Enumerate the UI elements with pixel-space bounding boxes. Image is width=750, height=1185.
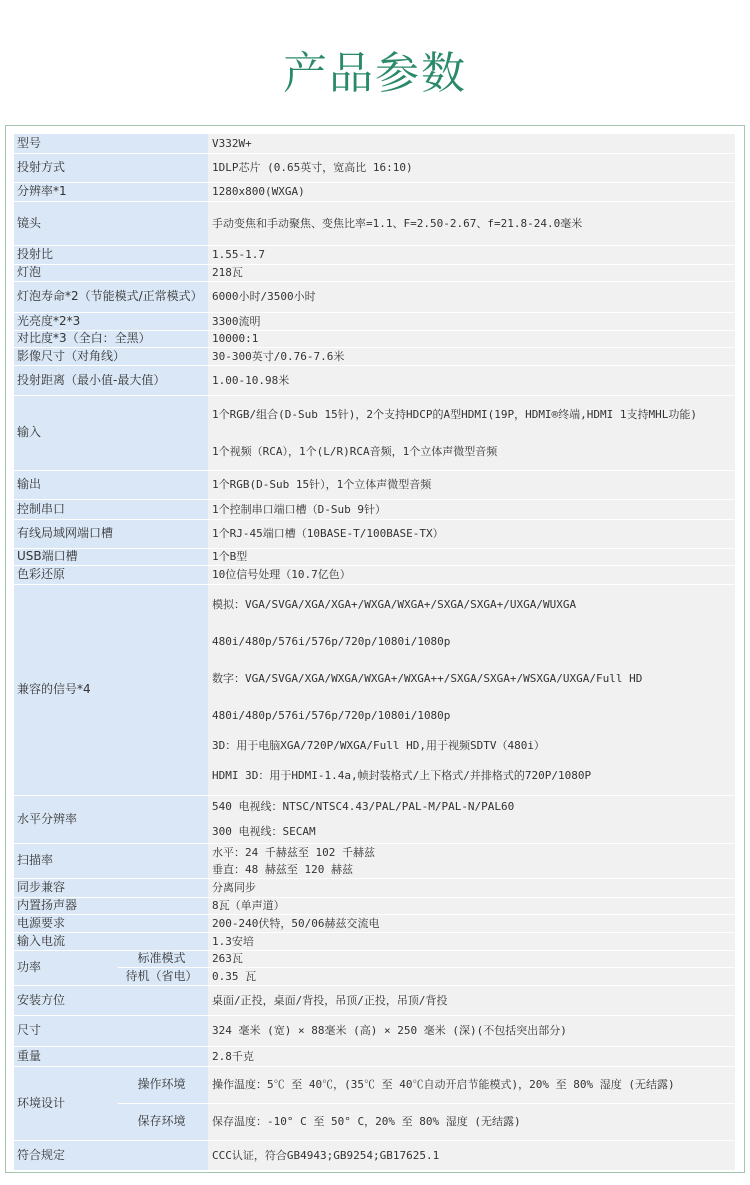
spec-value: 200-240伏特，50/06赫兹交流电 <box>208 914 735 932</box>
spec-value: 10000:1 <box>208 330 735 347</box>
table-row <box>14 795 735 843</box>
spec-sublabel: 标准模式 <box>118 950 208 967</box>
spec-value-line: 1个视频（RCA），1个(L/R)RCA音频，1个立体声微型音频 <box>212 444 498 458</box>
page-title: 产品参数 <box>283 48 467 99</box>
table-row <box>14 499 735 519</box>
spec-value: 1个RGB(D-Sub 15针），1个立体声微型音频 <box>208 470 735 499</box>
spec-label: 灯泡 <box>14 264 208 281</box>
spec-label: 同步兼容 <box>14 878 208 897</box>
table-row <box>14 950 735 967</box>
spec-value <box>208 795 735 843</box>
table-row <box>14 201 735 245</box>
spec-value: 3300流明 <box>208 312 735 330</box>
spec-label: 投射距离（最小值-最大值） <box>14 365 208 395</box>
spec-value: 1.3安培 <box>208 932 735 950</box>
spec-value: 0.35 瓦 <box>208 967 735 985</box>
spec-value <box>208 395 735 470</box>
table-row <box>14 897 735 914</box>
spec-label: 扫描率 <box>14 843 208 878</box>
spec-label: 投射方式 <box>14 153 208 182</box>
spec-label: 型号 <box>14 134 208 153</box>
spec-label: 投射比 <box>14 245 208 264</box>
spec-value: 263瓦 <box>208 950 735 967</box>
spec-value: 30-300英寸/0.76-7.6米 <box>208 347 735 365</box>
spec-value-line: 480i/480p/576i/576p/720p/1080i/1080p <box>212 634 451 648</box>
spec-sublabel: 待机（省电） <box>118 967 208 985</box>
spec-value-line: 3D：用于电脑XGA/720P/WXGA/Full HD,用于视频SDTV（480i） <box>212 738 545 752</box>
table-row <box>14 1066 735 1103</box>
spec-label: 镜头 <box>14 201 208 245</box>
spec-value-line: 540 电视线：NTSC/NTSC4.43/PAL/PAL-M/PAL-N/PAL60 <box>212 800 515 813</box>
spec-label: 输出 <box>14 470 208 499</box>
spec-value: 桌面/正投，桌面/背投，吊顶/正投，吊顶/背投 <box>208 985 735 1015</box>
spec-label: 水平分辨率 <box>14 795 208 843</box>
spec-value: 2.8千克 <box>208 1046 735 1066</box>
table-row <box>14 134 735 153</box>
table-row <box>14 985 735 1015</box>
spec-label: 有线局域网端口槽 <box>14 519 208 548</box>
spec-value: 1个控制串口端口槽（D-Sub 9针） <box>208 499 735 519</box>
spec-value-line: 模拟：VGA/SVGA/XGA/XGA+/WXGA/WXGA+/SXGA/SXGA+/UXGA/WUXGA <box>212 597 577 611</box>
table-row <box>14 365 735 395</box>
spec-label: 输入电流 <box>14 932 208 950</box>
spec-value: 1个RJ-45端口槽（10BASE-T/100BASE-TX） <box>208 519 735 548</box>
table-row <box>14 330 735 347</box>
spec-value: 6000小时/3500小时 <box>208 281 735 312</box>
spec-value: 保存温度：-10° C 至 50° C，20% 至 80% 湿度 (无结露) <box>208 1103 735 1140</box>
table-row <box>14 182 735 201</box>
table-row <box>14 395 735 470</box>
spec-value-line: 垂直：48 赫兹至 120 赫兹 <box>212 862 353 876</box>
spec-label: 输入 <box>14 395 208 470</box>
table-row <box>14 1015 735 1046</box>
spec-value-line: 480i/480p/576i/576p/720p/1080i/1080p <box>212 708 451 722</box>
spec-sublabel: 操作环境 <box>118 1066 208 1103</box>
spec-value-line: 水平：24 千赫兹至 102 千赫兹 <box>212 845 375 859</box>
table-row <box>14 932 735 950</box>
table-row <box>14 565 735 584</box>
spec-sublabel: 保存环境 <box>118 1103 208 1140</box>
spec-label: 重量 <box>14 1046 208 1066</box>
table-row <box>14 967 735 985</box>
spec-value: V332W+ <box>208 134 735 153</box>
spec-label: 电源要求 <box>14 914 208 932</box>
table-row <box>14 843 735 878</box>
table-row <box>14 1103 735 1140</box>
table-row <box>14 264 735 281</box>
table-row <box>14 914 735 932</box>
spec-label: 内置扬声器 <box>14 897 208 914</box>
table-row <box>14 548 735 565</box>
spec-label: 功率 <box>14 950 118 985</box>
spec-value: 1个B型 <box>208 548 735 565</box>
spec-value: 手动变焦和手动聚焦、变焦比率=1.1、F=2.50-2.67、f=21.8-24.0毫米 <box>208 201 735 245</box>
spec-label: 对比度*3（全白：全黑） <box>14 330 208 347</box>
table-row <box>14 584 735 795</box>
table-row <box>14 312 735 330</box>
table-row <box>14 245 735 264</box>
spec-value: 1280x800(WXGA) <box>208 182 735 201</box>
table-row <box>14 878 735 897</box>
table-row <box>14 1046 735 1066</box>
spec-value-line: 300 电视线：SECAM <box>212 825 316 838</box>
spec-label: USB端口槽 <box>14 548 208 565</box>
spec-label: 兼容的信号*4 <box>14 584 208 795</box>
table-row <box>14 347 735 365</box>
spec-table <box>14 134 735 1171</box>
spec-label: 光亮度*2*3 <box>14 312 208 330</box>
spec-value: 1.55-1.7 <box>208 245 735 264</box>
table-row <box>14 470 735 499</box>
spec-label: 安装方位 <box>14 985 208 1015</box>
spec-value-line: 1个RGB/组合(D-Sub 15针)，2个支持HDCP的A型HDMI(19P，HDMI®终端,HDMI 1支持MHL功能) <box>212 407 698 421</box>
spec-value-line: 数字：VGA/SVGA/XGA/WXGA/WXGA+/WXGA++/SXGA/SXGA+/WSXGA/UXGA/Full HD <box>212 671 643 685</box>
spec-value: 324 毫米 (宽) × 88毫米 (高) × 250 毫米 (深)(不包括突出部分) <box>208 1015 735 1046</box>
spec-value: CCC认证，符合GB4943;GB9254;GB17625.1 <box>208 1140 735 1170</box>
spec-label: 影像尺寸（对角线） <box>14 347 208 365</box>
spec-value: 1.00-10.98米 <box>208 365 735 395</box>
spec-label: 分辨率*1 <box>14 182 208 201</box>
spec-label: 尺寸 <box>14 1015 208 1046</box>
spec-label: 色彩还原 <box>14 565 208 584</box>
spec-value <box>208 584 735 795</box>
spec-value: 操作温度：5℃ 至 40℃，(35℃ 至 40℃自动开启节能模式)，20% 至 80% 湿度 (无结露) <box>208 1066 735 1103</box>
table-row <box>14 153 735 182</box>
spec-label: 控制串口 <box>14 499 208 519</box>
spec-value: 分离同步 <box>208 878 735 897</box>
spec-value <box>208 843 735 878</box>
spec-value: 218瓦 <box>208 264 735 281</box>
spec-value: 1DLP芯片 (0.65英寸，宽高比 16:10) <box>208 153 735 182</box>
spec-value: 10位信号处理（10.7亿色） <box>208 565 735 584</box>
spec-label: 环境设计 <box>14 1066 118 1140</box>
spec-value-line: HDMI 3D：用于HDMI-1.4a,帧封装格式/上下格式/并排格式的720P/1080P <box>212 768 592 782</box>
spec-value: 8瓦（单声道） <box>208 897 735 914</box>
table-row <box>14 519 735 548</box>
table-row <box>14 1140 735 1170</box>
table-row <box>14 281 735 312</box>
spec-label: 符合规定 <box>14 1140 208 1170</box>
spec-label: 灯泡寿命*2（节能模式/正常模式） <box>14 281 208 312</box>
